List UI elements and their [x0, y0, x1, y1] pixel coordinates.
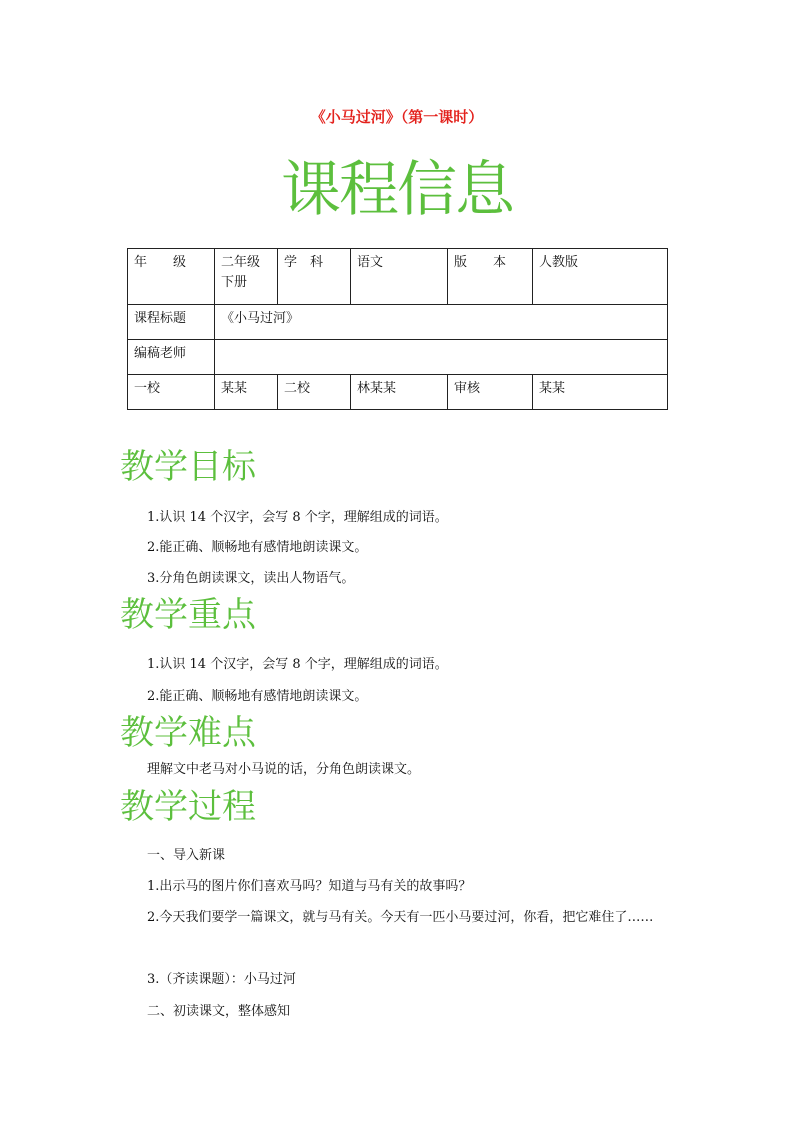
list-item: 2.能正确、顺畅地有感情地朗读课文。: [147, 540, 368, 555]
table-cell: 二年级下册: [215, 249, 278, 305]
table-cell: 一校: [128, 375, 215, 410]
table-row: [128, 305, 668, 340]
list-item: 3.分角色朗读课文，读出人物语气。: [147, 571, 355, 586]
table-cell: 二校: [278, 375, 351, 410]
table-row: [128, 375, 668, 410]
course-info-heading: 课程信息: [281, 155, 513, 225]
table-cell: 某某: [215, 375, 278, 410]
list-item: 2.今天我们要学一篇课文，就与马有关。今天有一匹小马要过河，你看，把它难住了……: [147, 910, 654, 925]
goals-heading: 教学目标: [120, 447, 256, 487]
table-cell: 年 级: [128, 249, 215, 305]
list-item: 2.能正确、顺畅地有感情地朗读课文。: [147, 689, 368, 704]
document-title: 《小马过河》（第一课时）: [310, 108, 484, 126]
list-item: 1.认识 14 个汉字，会写 8 个字，理解组成的词语。: [147, 510, 448, 525]
table-row: [128, 249, 668, 305]
list-item: 二、初读课文，整体感知: [147, 1004, 291, 1019]
table-row: [128, 340, 668, 375]
table-cell: 版 本: [448, 249, 533, 305]
table-cell: 林某某: [351, 375, 448, 410]
table-cell: [215, 340, 668, 375]
list-item: 1.认识 14 个汉字，会写 8 个字，理解组成的词语。: [147, 657, 448, 672]
list-item: 3.（齐读课题）：小马过河: [147, 972, 296, 987]
table-cell: 某某: [533, 375, 668, 410]
difficulties-heading: 教学难点: [120, 713, 256, 753]
course-info-table: [127, 248, 668, 410]
table-cell: 编稿老师: [128, 340, 215, 375]
table-cell: 审核: [448, 375, 533, 410]
list-item: 一、导入新课: [147, 848, 226, 863]
table-cell: 《小马过河》: [215, 305, 668, 340]
table-cell: 人教版: [533, 249, 668, 305]
list-item: 1.出示马的图片你们喜欢马吗？知道与马有关的故事吗？: [147, 879, 472, 894]
table-cell: 学 科: [278, 249, 351, 305]
key-points-heading: 教学重点: [120, 595, 256, 635]
process-heading: 教学过程: [120, 787, 256, 827]
list-item: 理解文中老马对小马说的话，分角色朗读课文。: [147, 762, 421, 777]
table-cell: 课程标题: [128, 305, 215, 340]
table-cell: 语文: [351, 249, 448, 305]
